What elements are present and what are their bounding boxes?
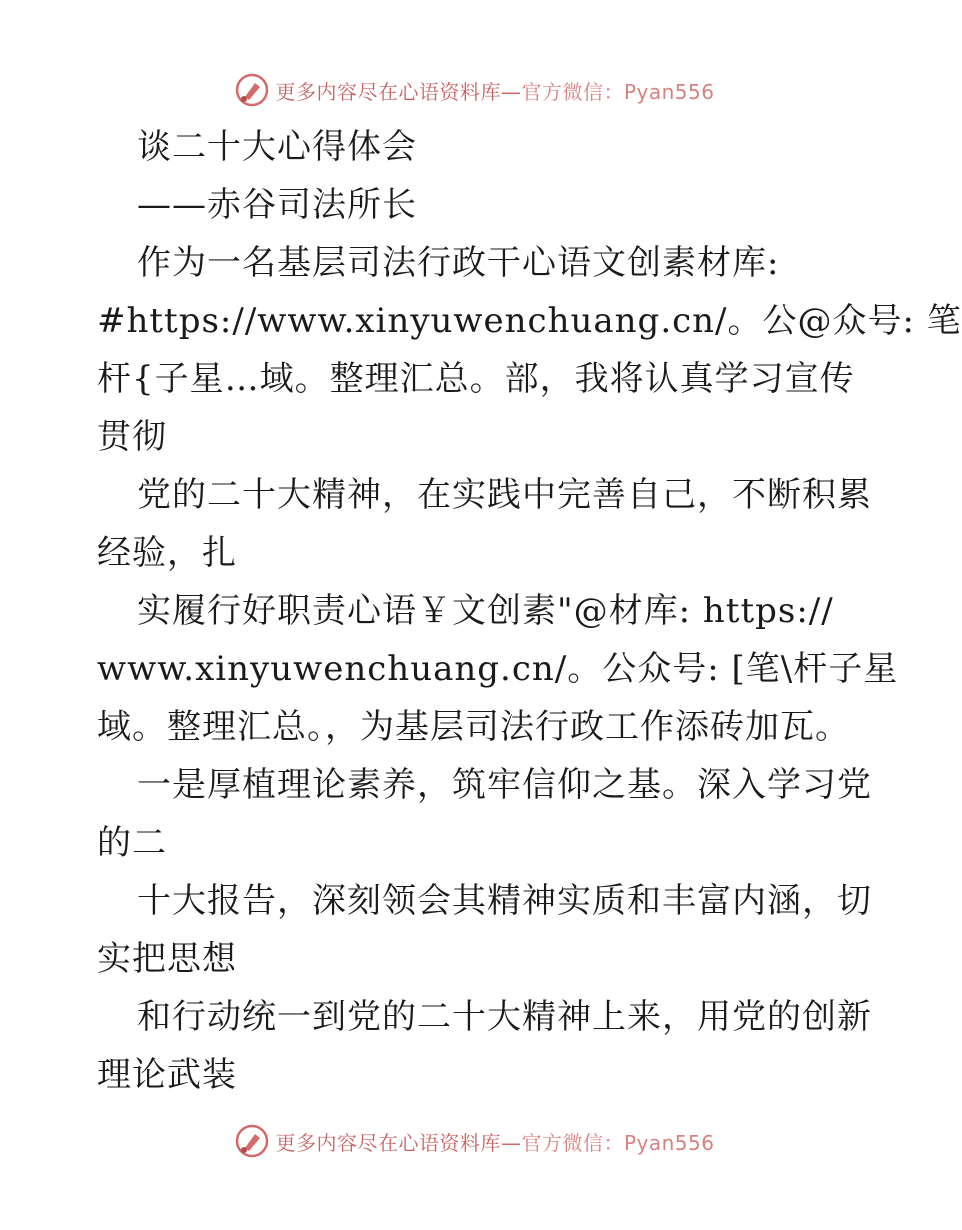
doc-line: 十大报告，深刻领会其精神实质和丰富内涵，切 xyxy=(137,881,872,921)
doc-line: 党的二十大精神，在实践中完善自己，不断积累 xyxy=(137,475,872,515)
doc-line: 杆{子星…域。整理汇总。部，我将认真学习宣传 xyxy=(97,359,855,399)
doc-line: 理论武装 xyxy=(97,1055,237,1095)
doc-line: 贯彻 xyxy=(97,417,167,457)
banner-dash: — xyxy=(500,1130,522,1155)
doc-title: 谈二十大心得体会 xyxy=(137,127,417,167)
doc-line: 作为一名基层司法行政干心语文创素材库: xyxy=(137,243,780,283)
doc-line: www.xinyuwenchuang.cn/。公众号: [笔\杆子星 xyxy=(97,649,899,689)
banner-wechat-text: 官方微信：Pyan556 xyxy=(521,1130,715,1155)
pen-nib-logo-icon xyxy=(235,1124,269,1158)
doc-line: 实把思想 xyxy=(97,939,237,979)
doc-line: #https://www.xinyuwenchuang.cn/。公@众号: 笔 xyxy=(97,301,962,341)
banner-wechat-text: 官方微信：Pyan556 xyxy=(521,79,715,104)
doc-line: 经验，扎 xyxy=(97,533,237,573)
doc-line: 实履行好职责心语￥文创素"@材库: https:// xyxy=(137,591,834,631)
doc-subtitle: ——赤谷司法所长 xyxy=(137,185,417,225)
banner-dash: — xyxy=(500,79,522,104)
pen-nib-logo-icon xyxy=(235,73,269,107)
banner-main-text: 更多内容尽在心语资料库 xyxy=(275,79,501,104)
doc-line: 域。整理汇总。，为基层司法行政工作添砖加瓦。 xyxy=(97,707,850,747)
doc-line: 和行动统一到党的二十大精神上来，用党的创新 xyxy=(137,997,872,1037)
banner-main-text: 更多内容尽在心语资料库 xyxy=(275,1130,501,1155)
header-banner xyxy=(0,70,950,110)
banner-text xyxy=(275,76,714,105)
footer-banner xyxy=(0,1121,950,1161)
banner-text xyxy=(275,1127,714,1156)
document-body xyxy=(97,118,962,1104)
doc-line: 的二 xyxy=(97,823,167,863)
doc-line: 一是厚植理论素养，筑牢信仰之基。深入学习党 xyxy=(137,765,872,805)
